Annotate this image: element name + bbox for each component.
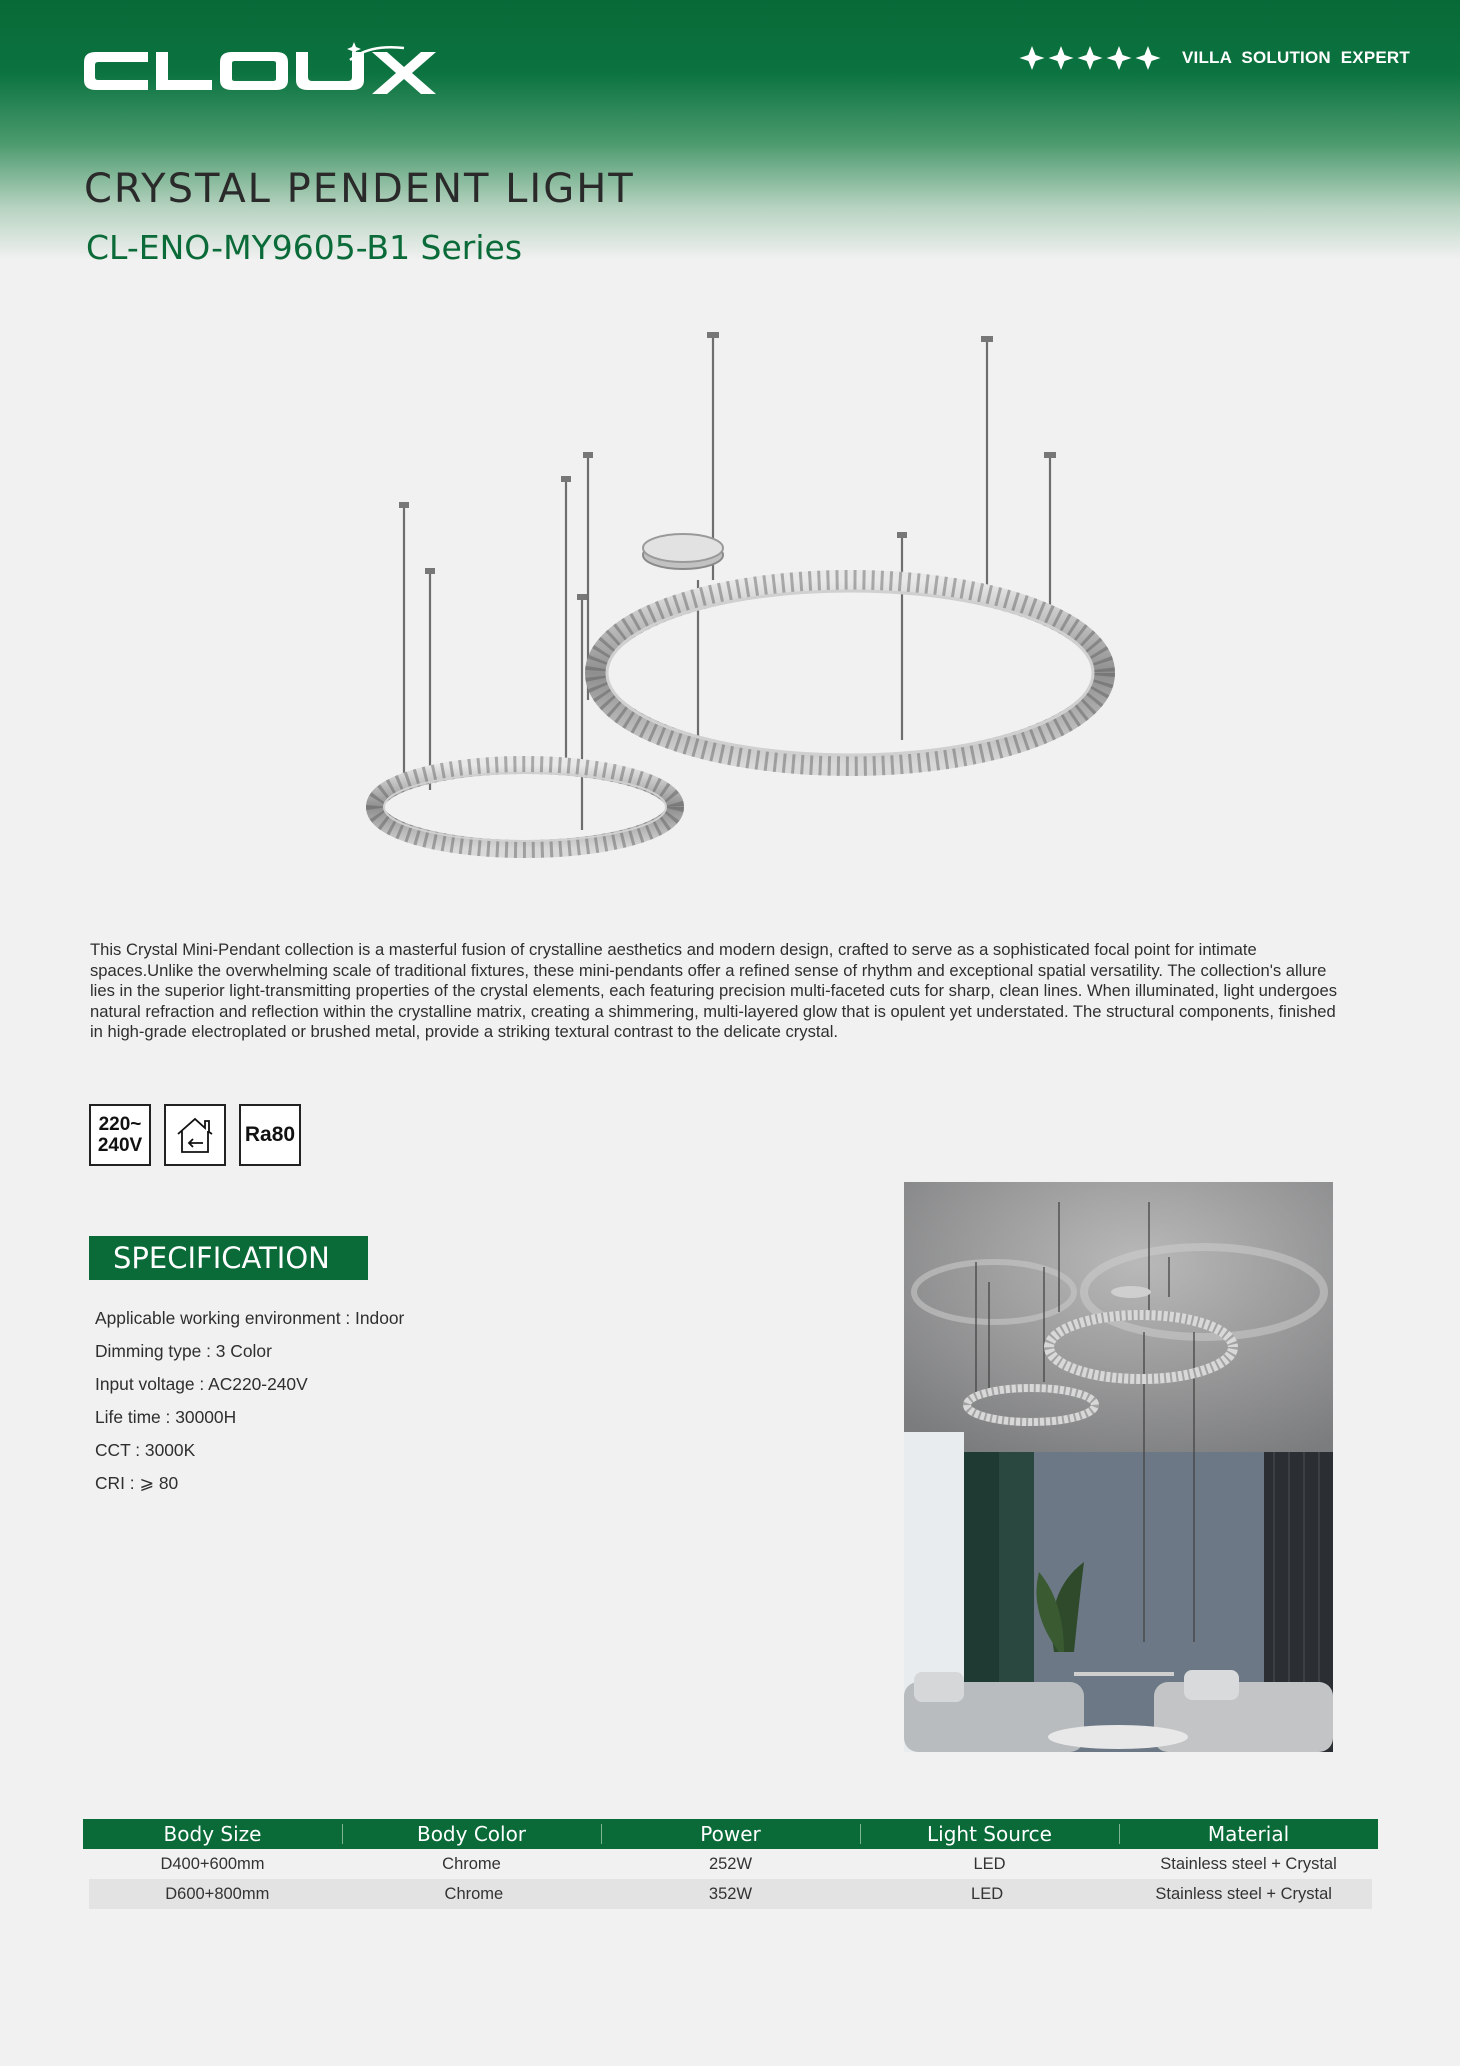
spec-item: Dimming type : 3 Color: [95, 1341, 272, 1361]
cloux-logo: [82, 40, 438, 102]
table-cell: LED: [973, 1854, 1006, 1873]
page-title: CRYSTAL PENDENT LIGHT: [84, 166, 635, 212]
table-row: [89, 1879, 1372, 1909]
cri-badge: Ra80: [239, 1104, 301, 1166]
column-header: Light Source: [860, 1819, 1119, 1849]
indoor-house-icon: [164, 1104, 226, 1166]
spec-item: Life time : 30000H: [95, 1407, 237, 1427]
column-header: Body Size: [163, 1822, 262, 1846]
feature-badges: [89, 1104, 301, 1166]
spec-item: CCT : 3000K: [95, 1440, 196, 1460]
five-star-rating-icon: [1018, 40, 1162, 76]
specification-heading: SPECIFICATION: [89, 1236, 368, 1280]
table-cell: LED: [971, 1884, 1004, 1903]
voltage-badge: [89, 1104, 151, 1166]
specification-list: [95, 1302, 404, 1500]
column-header: Material: [1119, 1819, 1378, 1849]
voltage-line-2: 240V: [97, 1135, 143, 1156]
product-description: This Crystal Mini-Pendant collection is a masterful fusion of crystalline aesthetics and modern design, crafted to serve as a sophisticated focal point for intimate spaces.Unlike the overwhelming scale of traditional fixtures, these mini-pendants offer a refined sense of rhythm and exceptional spatial versatility. The collection's allure lies in the superior light-transmitting properties of the crystal elements, each featuring precision multi-faceted cuts for sharp, clean lines. When illuminated, light undergoes natural refraction and reflection within the crystalline matrix, creating a shimmering, multi-layered glow that is opulent yet understated. The structural components, finished in high-grade electroplated or brushed metal, provide a striking textural contrast to the delicate crystal.: [90, 940, 1337, 1042]
table-cell: D400+600mm: [160, 1854, 265, 1873]
table-cell: Chrome: [442, 1854, 501, 1873]
table-cell: D600+800mm: [165, 1884, 270, 1903]
column-header: Power: [601, 1819, 860, 1849]
table-cell: 252W: [708, 1854, 753, 1873]
table-cell: Stainless steel + Crystal: [1155, 1884, 1332, 1903]
spec-item: Input voltage : AC220-240V: [95, 1374, 308, 1394]
pendant-product-image: [360, 320, 1120, 880]
series-name: CL-ENO-MY9605-B1 Series: [86, 228, 523, 267]
interior-scene-image: [904, 1182, 1333, 1752]
table-cell: 352W: [708, 1884, 753, 1903]
header-band: [0, 0, 1460, 260]
brand-tagline: VILLA SOLUTION EXPERT: [1182, 48, 1410, 67]
table-cell: Chrome: [444, 1884, 504, 1903]
table-row: [83, 1849, 1378, 1879]
spec-table: [83, 1819, 1378, 1909]
table-header: [83, 1819, 1378, 1849]
spec-item: CRI : ⩾ 80: [95, 1473, 179, 1493]
table-cell: Stainless steel + Crystal: [1160, 1854, 1337, 1873]
spec-item: Applicable working environment : Indoor: [95, 1308, 405, 1328]
column-header: Body Color: [342, 1819, 601, 1849]
voltage-line-1: 220~: [98, 1114, 142, 1135]
